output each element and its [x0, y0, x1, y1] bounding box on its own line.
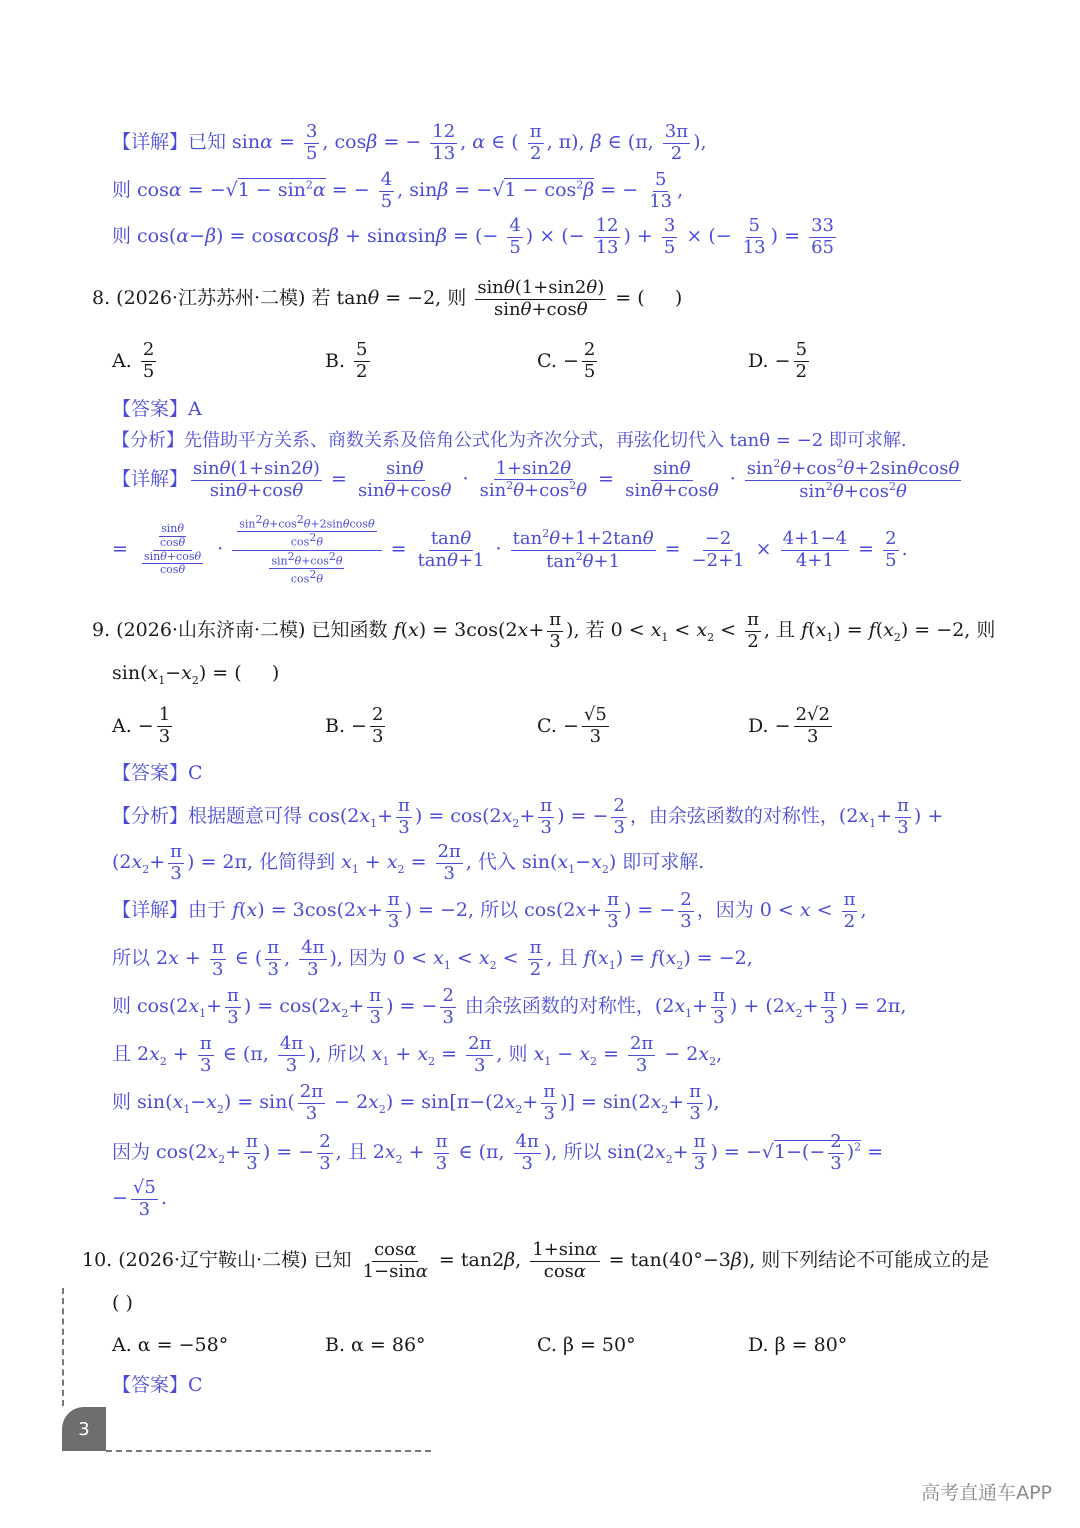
- q8-analysis: 【分析】先借助平方关系、商数关系及倍角公式化为齐次分式，再弦化切代入 tanθ = −2 即可求解.: [112, 430, 907, 451]
- detail7-line3: 则 cos(α−β) = cosαcosβ + sinαsinβ = (− $\frac{4}{5}$ ) × (− $\frac{12}{13}$ ) + $\frac{3}{5}$ × (− $\frac{5}{13}$ ) = $\frac{33}{65}$: [112, 215, 834, 258]
- q9-detail-line2: 所以 2x + $\frac{\pi}{3}$ ∈ ( $\frac{\pi}{3}$ , $\frac{4\pi}{3}$ ), 因为 $0 < x_1 < x_2$ < $\frac{\pi}{2}$ , 且 $f(x_1) = f(x_2) = -2$,: [112, 937, 753, 980]
- q8-option-a[interactable]: A. $\frac{2}{5}$: [112, 339, 155, 382]
- detail7-line1: 【详解】已知 sinα = $\frac{3}{5}$ , cosβ = − $\frac{12}{13}$ , α ∈ ( $\frac{\pi}{2}$ , π), β ∈ (π, $\frac{3\pi}{2}$ ),: [112, 121, 707, 164]
- q9-stem-line2: $\sin(x_1-x_2)$ = ( ): [112, 662, 280, 687]
- watermark: 高考直通车APP: [921, 1482, 1052, 1504]
- page-border-horizontal: [106, 1450, 431, 1452]
- q8-option-c[interactable]: C. − $\frac{2}{5}$: [537, 339, 596, 382]
- q9-detail-line5: 则 $\sin(x_1-x_2) = \sin$( $\frac{2\pi}{3}$ − $2x_2) = \sin[\pi-(2x_2+$ $\frac{\pi}{3}$ )] = $\sin(2x_2+$ $\frac{\pi}{3}$ ),: [112, 1081, 720, 1124]
- q9-detail-line3: 则 $\cos(2x_1+$ $\frac{\pi}{3}$ ) = $\cos(2x_2+$ $\frac{\pi}{3}$ ) = − $\frac{2}{3}$ 由余弦函数的对称性，($2x_1+$ $\frac{\pi}{3}$ ) + ($2x_2+$ $\frac{\pi}{3}$ ) = 2π,: [112, 985, 907, 1028]
- q10-option-a[interactable]: A. α = −58°: [112, 1334, 229, 1356]
- q10-stem-line1: 10. (2026·辽宁鞍山·二模) 已知 $\frac{\cos\alpha}{1-\sin\alpha}$ = tan2β, $\frac{1+\sin\alpha}{\cos\alpha}$ = tan(40°−3β), 则下列结论不可能成立的是: [82, 1239, 990, 1282]
- q9-option-c[interactable]: C. − $\frac{√5}{3}$: [537, 704, 607, 747]
- detail-tag: 【详解】: [112, 131, 189, 154]
- q8-detail-line1: 【详解】 $\frac{\sin\theta(1+\sin 2\theta)}{\sin\theta+\cos\theta}$ = $\frac{\sin\theta}{\sin\theta+\cos\theta}$ · $\frac{1+\sin 2\theta}{\sin^2\theta+\cos^2\theta}$ = $\frac{\sin\theta}{\sin\theta+\cos\theta}$ · $\frac{\sin^2\theta+\cos^2\theta+2\sin\theta\cos\theta}{\sin^2\theta+\cos^2\theta}$: [112, 457, 960, 502]
- q9-option-d[interactable]: D. − $\frac{2√2}{3}$: [748, 704, 830, 747]
- q9-detail-line7: − $\frac{√5}{3}$ .: [112, 1177, 167, 1220]
- q10-stem-line2: ( ): [112, 1292, 133, 1314]
- q9-detail-line6: 因为 $\cos(2x_2+$ $\frac{\pi}{3}$ ) = − $\frac{2}{3}$ , 且 $2x_2$ + $\frac{\pi}{3}$ ∈ (π, $\frac{4\pi}{3}$ ), 所以 $\sin(2x_2+$ $\frac{\pi}{3}$ ) = −√1−(− $\frac{2}{3}$ )$^2$ =: [112, 1131, 884, 1174]
- q10-option-d[interactable]: D. β = 80°: [748, 1334, 848, 1356]
- q8-option-d[interactable]: D. − $\frac{5}{2}$: [748, 339, 808, 382]
- q9-option-b[interactable]: B. − $\frac{2}{3}$: [325, 704, 384, 747]
- q9-detail-line4: 且 $2x_2$ + $\frac{\pi}{3}$ ∈ (π, $\frac{4\pi}{3}$ ), 所以 $x_1 + x_2$ = $\frac{2\pi}{3}$ , 则 $x_1 - x_2$ = $\frac{2\pi}{3}$ − $2x_2$,: [112, 1033, 723, 1076]
- q8-stem: 8. (2026·江苏苏州·二模) 若 tanθ = −2, 则 $\frac{\sin\theta(1+\sin 2\theta)}{\sin\theta+\cos\theta}$ = ( ): [92, 277, 683, 320]
- detail7-line2: 则 $\cos\alpha = -√1 - \sin^2\alpha$ = − $\frac{4}{5}$ , $\sin\beta = -√1 - \cos^2\beta$ = − $\frac{5}{13}$ ,: [112, 169, 684, 212]
- q9-answer: 【答案】C: [112, 762, 203, 784]
- page-number: 3: [62, 1407, 106, 1451]
- q10-option-c[interactable]: C. β = 50°: [537, 1334, 636, 1356]
- q10-option-b[interactable]: B. α = 86°: [325, 1334, 426, 1356]
- page-border-vertical: [62, 1288, 64, 1406]
- q10-answer: 【答案】C: [112, 1374, 203, 1396]
- q9-detail-line1: 【详解】由于 f(x) = 3cos(2x+ $\frac{\pi}{3}$ ) = −2, 所以 cos(2x+ $\frac{\pi}{3}$ ) = − $\frac{2}{3}$ ，因为 0 < x < $\frac{\pi}{2}$ ,: [112, 889, 867, 932]
- q9-option-a[interactable]: A. − $\frac{1}{3}$: [112, 704, 171, 747]
- q8-option-b[interactable]: B. $\frac{5}{2}$: [325, 339, 368, 382]
- q8-detail-line2: = $\frac{\frac{\sin\theta}{\cos\theta}}{\frac{\sin\theta+\cos\theta}{\cos\theta}}$ · $\frac{\frac{\sin^2\theta+\cos^2\theta+2\sin\theta\cos\theta}{\cos^2\theta}}{\frac{\sin^2\theta+\cos^2\theta}{\cos^2\theta}}$ = $\frac{\tan\theta}{\tan\theta+1}$ · $\frac{\tan^2\theta+1+2\tan\theta}{\tan^2\theta+1}$ = $\frac{-2}{-2+1}$ × $\frac{4+1-4}{4+1}$ = $\frac{2}{5}$ .: [112, 513, 908, 586]
- q9-analysis-line2: ($2x_2+$ $\frac{\pi}{3}$ ) = 2π, 化简得到 $x_1 + x_2$ = $\frac{2\pi}{3}$ , 代入 $\sin(x_1-x_2)$ 即可求解.: [112, 841, 705, 884]
- q8-answer: 【答案】A: [112, 398, 202, 420]
- q9-stem-line1: 9. (2026·山东济南·二模) 已知函数 f(x) = 3cos(2x+ $\frac{\pi}{3}$ ), 若 $0 < x_1 < x_2$ < $\frac{\pi}{2}$ , 且 $f(x_1) = f(x_2) = -2$, 则: [92, 609, 996, 652]
- q9-analysis-line1: 【分析】根据题意可得 $\cos(2x_1+$ $\frac{\pi}{3}$ ) = $\cos(2x_2+$ $\frac{\pi}{3}$ ) = − $\frac{2}{3}$ ，由余弦函数的对称性，($2x_1+$ $\frac{\pi}{3}$ ) +: [112, 795, 944, 838]
